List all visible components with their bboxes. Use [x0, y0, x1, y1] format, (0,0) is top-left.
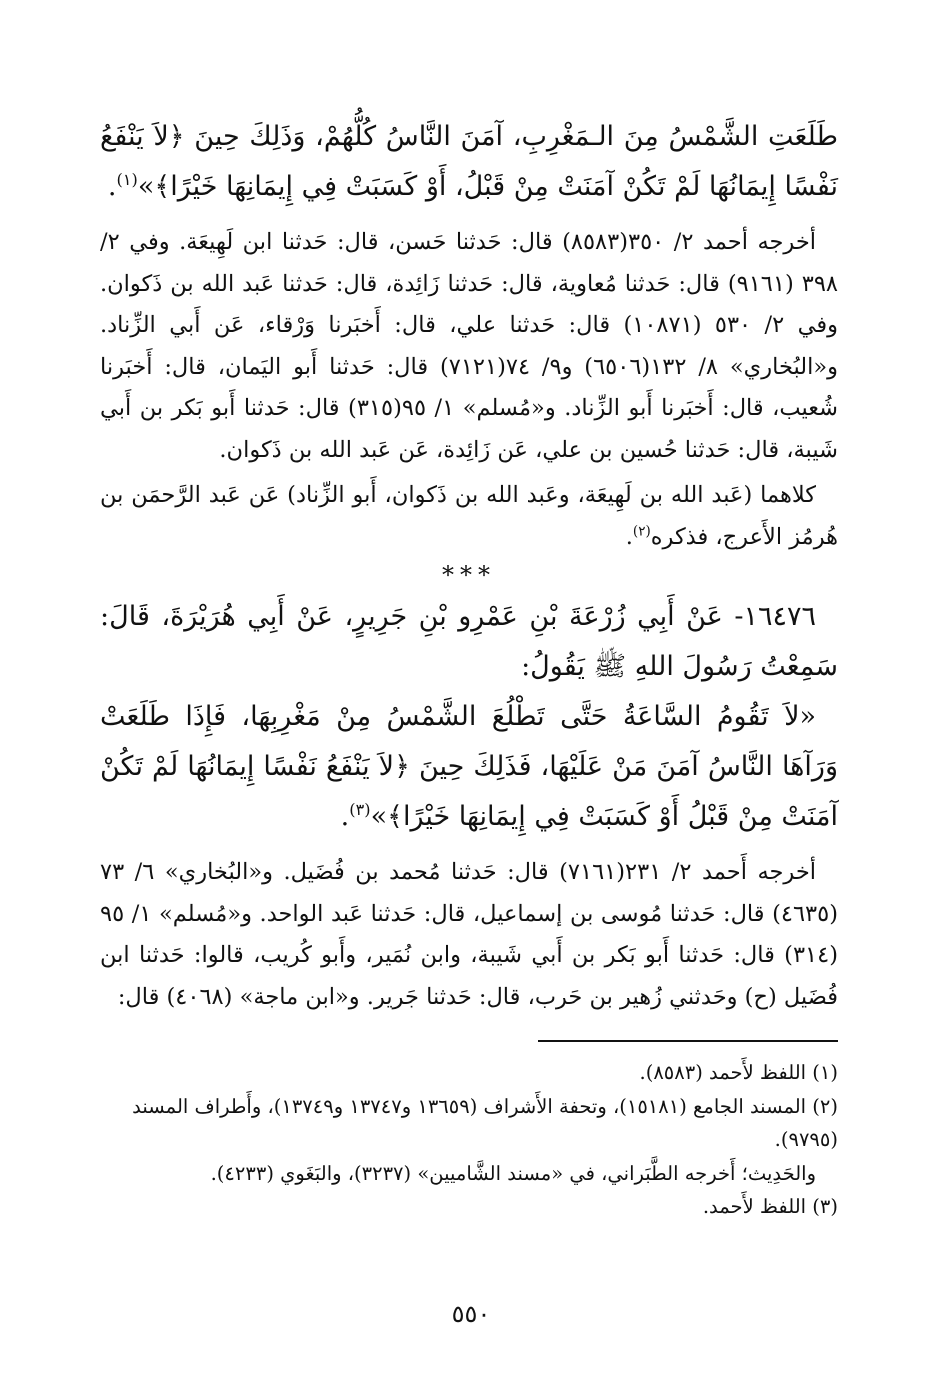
page-body	[100, 112, 838, 1224]
hadith-2-text: «لاَ تَقُومُ السَّاعَةُ حَتَّى تَطْلُعَ الشَّمْسُ مِنْ مَغْرِبِهَا، فَإِذَا طَلَعَتْ وَرَآهَا النَّاسُ آمَنَ مَنْ عَلَيْهَا، فَذَلِكَ حِينَ ﴿لاَ يَنْفَعُ نَفْسًا إِيمَانُهَا لَمْ تَكُنْ آمَنَتْ مِنْ قَبْلُ أَوْ كَسَبَتْ فِي إِيمَانِهَا خَيْرًا﴾»$^{(٣)}$.	[100, 701, 838, 832]
page-number: ٥٥٠	[451, 1300, 491, 1328]
footnote-2: (٢) المسند الجامع (١٥١٨١)، وتحفة الأَشراف (١٣٦٥٩ و١٣٧٤٧ و١٣٧٤٩)، وأَطراف المسند (٩٧٩٥).	[132, 1094, 838, 1151]
takhrij-paragraph-1: أخرجه أحمد ٢/ ٣٥٠(٨٥٨٣) قال: حَدثنا حَسن، قال: حَدثنا ابن لَهِيعَة. وفي ٢/ ٣٩٨ (٩١٦١) قال: حَدثنا مُعاوية، قال: حَدثنا زَائِدة، قال: حَدثنا عَبد الله بن ذَكوان. وفي ٢/ ٥٣٠ (١٠٨٧١) قال: حَدثنا علي، قال: أَخبَرنا وَرْقاء، عَن أَبي الزِّناد. و«البُخاري» ٨/ ١٣٢(٦٥٠٦) و٩/ ٧٤(٧١٢١) قال: حَدثنا أَبو اليَمان، قال: أَخبَرنا شُعيب، قال: أَخبَرنا أَبو الزِّناد. و«مُسلم» ١/ ٩٥(٣١٥) قال: حَدثنا أَبو بَكر بن أَبي شَيبة، قال: حَدثنا حُسين بن علي، عَن زَائِدة، عَن عَبد الله بن ذَكوان.	[100, 229, 839, 463]
footnote-ref-2: (٢)	[632, 523, 651, 539]
footnote-2-continuation: والحَدِيث؛ أَخرجه الطَّبَراني، في «مسند الشَّاميين» (٣٢٣٧)، والبَغَوي (٤٢٣٣).	[210, 1161, 816, 1185]
takhrij-paragraph-2: كلاهما (عَبد الله بن لَهِيعَة، وعَبد الله بن ذَكوان، أَبو الزِّناد) عَن عَبد الرَّحمَن بن هُرمُز الأَعرج، فذكره$^{(٢)}$.	[100, 482, 838, 550]
section-separator: ***	[442, 561, 496, 589]
footnote-ref-1: (١)	[116, 170, 138, 189]
footnote-3: (٣) اللفظ لأَحمد.	[702, 1195, 838, 1218]
footnote-ref-3: (٣)	[349, 800, 371, 819]
footnote-1: (١) اللفظ لأَحمد (٨٥٨٣).	[639, 1061, 838, 1084]
footnote-divider	[538, 1040, 838, 1042]
takhrij-paragraph-3: أخرجه أَحمد ٢/ ٢٣١(٧١٦١) قال: حَدثنا مُحمد بن فُضَيل. و«البُخاري» ٦/ ٧٣ (٤٦٣٥) قال: حَدثنا مُوسى بن إسماعيل، قال: حَدثنا عَبد الواحد. و«مُسلم» ١/ ٩٥ (٣١٤) قال: حَدثنا أَبو بَكر بن أَبي شَيبة، وابن نُمَير، وأَبو كُريب، قالوا: حَدثنا ابن فُضَيل (ح) وحَدثني زُهير بن حَرب، قال: حَدثنا جَرير. و«ابن ماجة» (٤٠٦٨) قال:	[100, 859, 839, 1010]
hadith-1-ending: طَلَعَتِ الشَّمْسُ مِنَ الـمَغْرِبِ، آمَنَ النَّاسُ كُلُّهُمْ، وَذَلِكَ حِينَ ﴿لاَ يَنْفَعُ نَفْسًا إِيمَانُهَا لَمْ تَكُنْ آمَنَتْ مِنْ قَبْلُ، أَوْ كَسَبَتْ فِي إِيمَانِهَا خَيْرًا﴾»$^{(١)}$.	[100, 121, 838, 202]
hadith-2-intro: ١٦٤٧٦- عَنْ أَبِي زُرْعَةَ بْنِ عَمْرِو بْنِ جَرِيرٍ، عَنْ أَبِي هُرَيْرَةَ، قَالَ: سَمِعْتُ رَسُولَ اللهِ ﷺ يَقُولُ:	[100, 601, 838, 682]
